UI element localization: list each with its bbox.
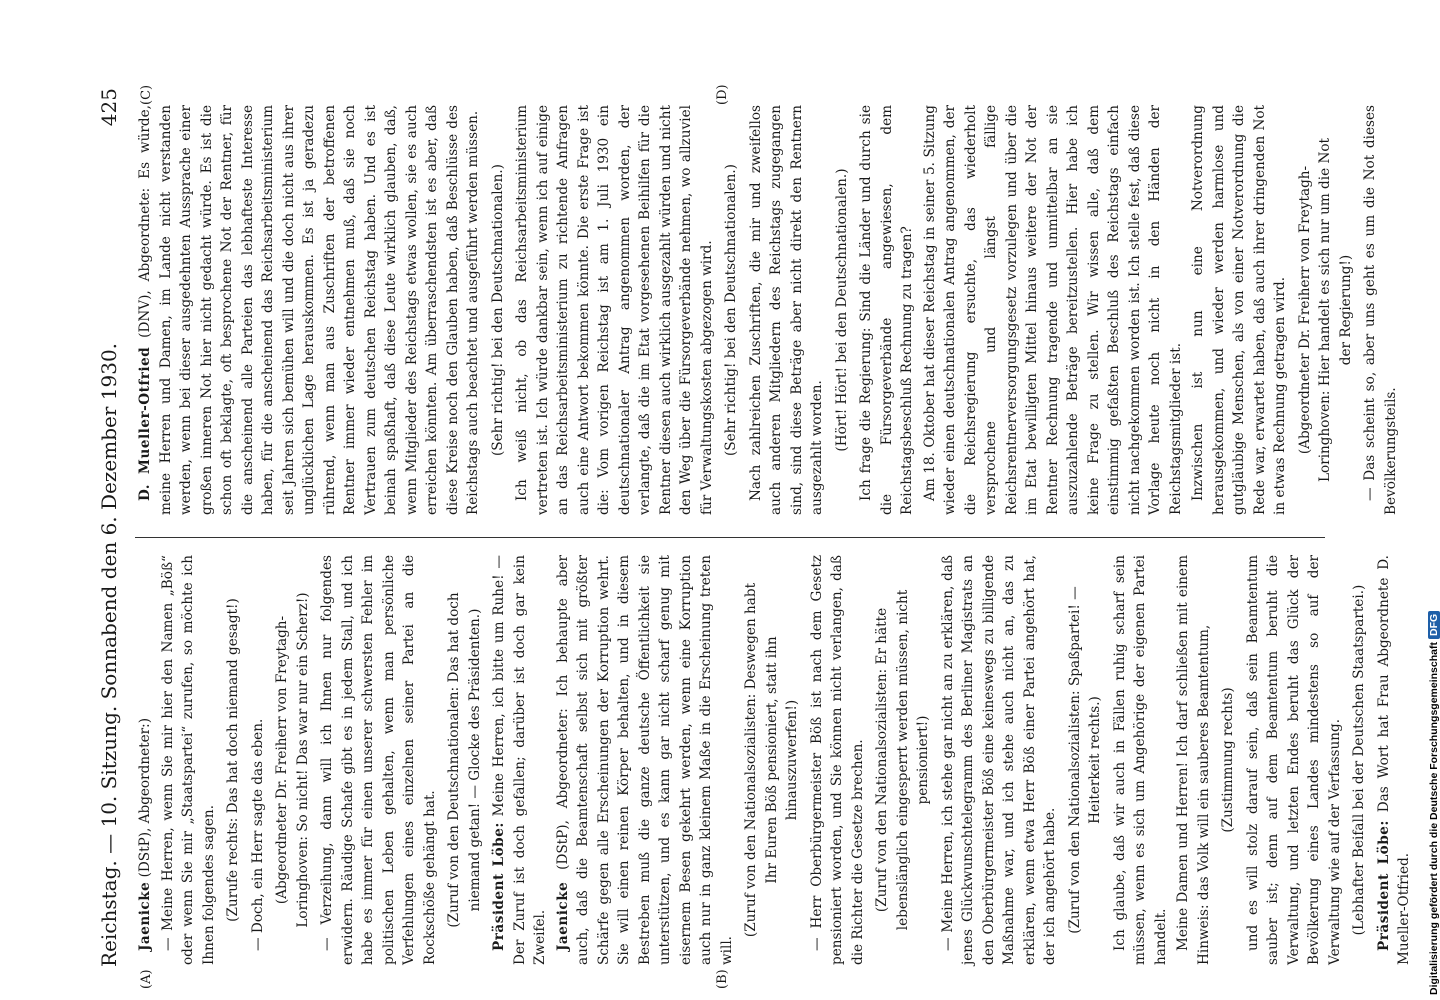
column-divider <box>135 537 1325 538</box>
paragraph-text: (DStP), Abgeordneter: Ich behaupte aber auch, daß die Beamtenschaft selbst sich mit größter Schärfe gegen alle Erscheinungen der Korruption wehrt. Sie will einen reinen Körper behalten, und in diesem Bestreben muß die ganze deutsche Öffentlichkeit sie unterstützen, und es kann gar nicht scharf genug mit eisernem Besen gekehrt werden, wenn eine Korruption auch nur in ganz kleinem Maße in die Erscheinung treten will. <box>554 555 735 965</box>
paragraph-text: — Das scheint so, aber uns geht es um die Not dieses Bevölkerungsteils. <box>1362 105 1399 515</box>
paragraph-text: (Zustimmung rechts) <box>1220 687 1236 833</box>
speaker-name: D. Mueller-Otfried <box>137 346 153 501</box>
paragraph-text: — Herr Oberbürgermeister Böß ist nach dem Gesetz pensioniert worden, und Sie können nicht verlangen, daß die Richter die Gesetze brechen. <box>808 555 866 965</box>
running-header: Reichstag. — 10. Sitzung. Sonnabend den 6. Dezember 1930. <box>97 342 121 967</box>
paragraph <box>920 105 1187 515</box>
paragraph-text: Meine Herren, ich bitte um Ruhe! — Der Zuruf ist doch gefallen; darüber ist doch gar kein Zweifel. <box>491 555 548 965</box>
paragraph-text: (Abgeordneter Dr. Freiherr von Freytagh-Loringhoven: So nicht! Das war nur ein Scherz!) <box>274 592 311 928</box>
paragraph-text: (Zuruf von den Nationalsozialisten: Er hätte lebenslänglich eingesperrt werden müssen, nicht pensioniert!) <box>874 589 931 931</box>
margin-marker-d: (D) <box>715 84 730 105</box>
paragraph <box>807 555 869 965</box>
right-column <box>135 105 1403 515</box>
paragraph-text: (Zuruf von den Deutschnationalen: Das hat doch niemand getan! — Glocke des Präsidenten.) <box>446 592 483 928</box>
interjection <box>872 555 934 965</box>
paragraph-text: Das Wort hat Frau Abgeordnete D. Mueller-Otfried. <box>1375 555 1412 965</box>
paragraph <box>158 555 220 965</box>
paragraph <box>746 105 828 515</box>
speaker-name: Jaenicke <box>554 881 571 951</box>
paragraph <box>489 555 551 965</box>
paragraph-text: (Zurufe rechts: Das hat doch niemand gesagt!) <box>225 598 241 922</box>
interjection <box>488 105 509 515</box>
interjection <box>1349 555 1370 965</box>
paragraph <box>1188 105 1291 515</box>
interjection <box>444 555 485 965</box>
paragraph-text: Nach zahlreichen Zuschriften, die mir und zweifellos auch anderen Mitgliedern des Reichstags zugegangen sind, sind diese Beträge aber nicht direkt den Rentnern ausgezahlt worden. <box>747 105 825 515</box>
paragraph-text: Meine Damen und Herren! Ich darf schließen mit einem Hinweis: das Volk will ein sauberes Beamtentum, <box>1175 555 1212 965</box>
paragraph <box>1374 555 1415 965</box>
paragraph-text: Ich weiß nicht, ob das Reichsarbeitsministerium vertreten ist. Ich würde dankbar sein, wenn ich auf einige an das Reichsarbeitsministerium zu richtende Anfragen auch eine Antwort bekommen könnte. Die erste Frage ist die: Vom vorigen Reichstag ist am 1. Juli 1930 ein deutschnationaler Antrag angenommen worden, der verlangte, daß die im Etat vorgesehenen Beihilfen für die Rentner diesen auch wirklich ausgezahlt würden und nicht den Weg über die Fürsorgeverbände nehmen, wo allzuviel für Verwaltungskosten abgezogen wird. <box>514 105 715 515</box>
paragraph-text: (DNV), Abgeordnete: Es würde, meine Herren und Damen, im Lande nicht verstanden werden, wenn bei dieser ausgedehnten Aussprache einer großen inneren Not hier nicht gedacht würde. Es ist die schon oft beklagte, oft besprochene Not der Rentner, für die anscheinend alle Parteien das lebhafteste Interesse haben, für die anscheinend das Reichsarbeitsministerium seit Jahren sich bemühen will und die doch nicht aus ihrer unglücklichen Lage herauskommen. Es ist ja geradezu rührend, wenn man aus Zuschriften der betroffenen Rentner immer wieder entnehmen muß, daß sie noch Vertrauen zum deutschen Reichstag haben. Und es ist beinah spaßhaft, daß diese Leute wirklich glauben, daß, wenn Mitglieder des Reichstags etwas wollen, sie es auch erreichen könnten. Am überraschendsten ist es aber, daß diese Kreise noch den Glauben haben, daß Beschlüsse des Reichstags auch beachtet und ausgeführt werden müssen. <box>137 105 481 515</box>
paragraph-text: — Meine Herren, ich stehe gar nicht an zu erklären, daß jenes Glückwunschtelegramm des Berliner Magistrats an den Oberbürgermeister Böß eine keineswegs zu billigende Maßnahme war, und ich stehe auch nicht an, das zu erklären, wenn etwa Herr Böß einer Partei angehört hat, der ich angehört habe. <box>939 555 1058 965</box>
left-column <box>135 555 1417 965</box>
speaker-name: Jaenicke <box>137 881 153 951</box>
interjection <box>1065 555 1106 965</box>
paragraph <box>1110 555 1172 965</box>
paragraph-text: — Meine Herren, wenn Sie mir hier den Namen „Böß“ oder wenn Sie mir „Staatspartei“ zurufen, so möchte ich Ihnen folgendes sagen. <box>159 555 217 965</box>
paragraph-text: (Lebhafter Beifall bei der Deutschen Staatspartei.) <box>1351 584 1367 936</box>
paragraph <box>1360 105 1401 515</box>
paragraph <box>135 555 156 965</box>
paragraph-text: (Zuruf von den Nationalsozialisten: Spaßpartei! — Heiterkeit rechts.) <box>1066 586 1103 934</box>
paragraph-text: Ich frage die Regierung: Sind die Länder und durch sie die Fürsorgeverbände angewiesen, dem Reichstagsbeschluß Rechnung zu tragen? <box>858 105 915 515</box>
speaker-name: Präsident Löbe: <box>491 822 507 951</box>
margin-marker-c: (C) <box>139 84 154 105</box>
paragraph-text: (Zuruf von den Nationalsozialisten: Deswegen habt Ihr Euren Böß pensioniert, statt ihn hinauszuwerfen!) <box>743 582 800 938</box>
interjection <box>741 555 803 965</box>
paragraph-text: (Sehr richtig! bei den Deutschnationalen.) <box>489 164 506 456</box>
dfg-logo: DFG <box>1428 611 1440 639</box>
digitization-note-text: Digitalisierung gefördert durch die Deutsche Forschungsgemeinschaft <box>1428 642 1440 995</box>
margin-marker-a: (A) <box>139 969 154 989</box>
paragraph-text: (Sehr richtig! bei den Deutschnationalen.) <box>723 164 739 456</box>
rotated-page <box>95 80 1412 989</box>
paragraph <box>553 555 738 965</box>
paragraph <box>1173 555 1214 965</box>
digitization-note <box>1428 611 1440 995</box>
paragraph <box>248 555 269 965</box>
paragraph-text: (Abgeordneter Dr. Freiherr von Freytagh-Loringhoven: Hier handelt es sich nur um die Not der Regierung!) <box>1296 138 1354 482</box>
page-header <box>95 80 125 985</box>
paragraph <box>135 105 484 515</box>
paragraph-text: Ich glaube, daß wir auch in Fällen ruhig scharf sein müssen, wenn es sich um Angehörige der eigenen Partei handelt. <box>1111 555 1169 965</box>
interjection <box>272 555 313 965</box>
paragraph-text: — Verzeihung, dann will ich Ihnen nur folgendes erwidern. Räudige Schafe gibt es in jedem Stall, und ich habe es immer für einen unserer schwersten Fehler im politischen Leben gehalten, wenn man persönliche Verfehlungen eines einzelnen seiner Partei an die Rockschöße gehängt hat. <box>319 555 438 965</box>
paragraph <box>1243 555 1346 965</box>
paragraph-text: Am 18. Oktober hat dieser Reichstag in seiner 5. Sitzung wieder einen deutschnationalen Antrag angenommen, der die Reichsregierung ersuchte, das wiederholt versprochene und längst fällige Reichsrentnerversorgungsgesetz vorzulegen und über die im Etat bewilligten Mittel hinaus weitere der Not der Rentner Rechnung tragende und unmittelbar an sie auszuzahlende Beträge bereitzustellen. Hier habe ich keine Frage zu stellen. Wir wissen alle, daß dem einstimmig gefaßten Beschluß des Reichstags einfach nicht nachgekommen worden ist. Ich stelle fest, daß diese Vorlage heute noch nicht in den Händen der Reichstagsmitglieder ist. <box>921 105 1184 515</box>
paragraph-text: (Hört! Hört! bei den Deutschnationalen.) <box>833 168 850 452</box>
interjection <box>1295 105 1357 515</box>
paragraph <box>856 105 918 515</box>
paragraph-text: und es will stolz darauf sein, daß sein Beamtentum sauber ist; denn auf dem Beamtentum beruht die Verwaltung, und letzten Endes beruht das Glück der Bevölkerung eines Landes mindestens so auf der Verwaltung wie auf der Verfassung. <box>1244 555 1343 965</box>
interjection <box>223 555 244 965</box>
speaker-name: Präsident Löbe: <box>1375 820 1392 951</box>
interjection <box>1218 555 1239 965</box>
paragraph <box>317 555 440 965</box>
interjection <box>721 105 742 515</box>
paragraph-text: (DStP), Abgeordneter:) <box>137 717 153 882</box>
paragraph-text: — Doch, ein Herr sagte das eben. <box>249 718 266 951</box>
margin-marker-b: (B) <box>715 969 730 989</box>
interjection <box>832 105 853 515</box>
paragraph-text: Inzwischen ist nun eine Notverordnung herausgekommen, und wieder werden harmlose und gutgläubige Menschen, als von einer Notverordnung die Rede war, erwartet haben, daß auch ihrer dringenden Not in etwas Rechnung getragen wird. <box>1190 105 1288 515</box>
paragraph <box>512 105 717 515</box>
paragraph <box>938 555 1061 965</box>
page-number: 425 <box>97 88 121 127</box>
